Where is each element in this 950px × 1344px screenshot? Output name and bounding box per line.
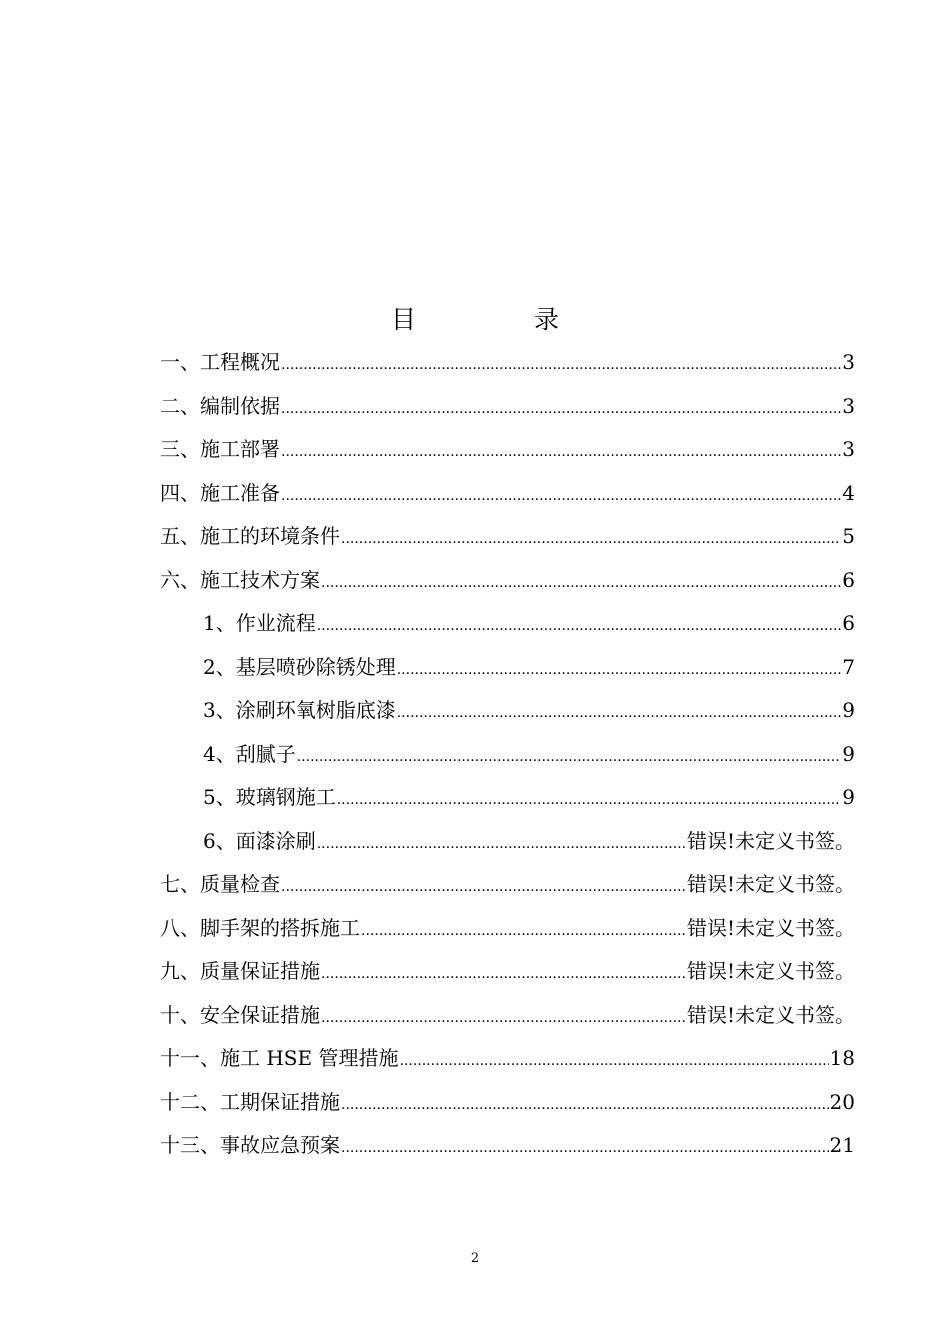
toc-entry-page: 5 [842, 524, 855, 548]
toc-entry[interactable] [160, 863, 855, 907]
toc-entry-page: 9 [842, 785, 855, 809]
toc-entry[interactable] [160, 559, 855, 603]
toc-entry-page: 20 [829, 1089, 855, 1114]
toc-entry[interactable] [160, 428, 855, 472]
toc-dot-leader [281, 866, 686, 910]
toc-entry[interactable] [160, 907, 855, 951]
toc-title-left: 目 [390, 305, 416, 334]
toc-entry-label: 十、安全保证措施 [160, 1002, 320, 1027]
toc-dot-leader [281, 388, 841, 432]
toc-entry[interactable] [160, 820, 855, 864]
toc-entry[interactable] [160, 341, 855, 385]
toc-dot-leader [321, 562, 841, 606]
toc-entry-label: 五、施工的环境条件 [160, 524, 340, 548]
toc-dot-leader [341, 1127, 829, 1171]
toc-dot-leader [317, 605, 842, 649]
toc-dot-leader [399, 1040, 828, 1084]
toc-entry-page: 6 [842, 567, 855, 592]
toc-entry-label: 六、施工技术方案 [160, 567, 320, 592]
toc-entry-page: 3 [842, 393, 855, 418]
toc-entry-page: 7 [842, 654, 855, 679]
toc-entry[interactable] [160, 1081, 855, 1125]
toc-entry-page: 3 [842, 437, 855, 461]
toc-entry-label: 八、脚手架的搭拆施工 [160, 915, 360, 940]
toc-dot-leader [361, 910, 686, 954]
toc-title-right: 录 [534, 305, 560, 334]
toc-entry[interactable] [160, 733, 855, 777]
toc-entry-page: 错误!未定义书签。 [686, 872, 855, 896]
toc-dot-leader [397, 649, 842, 693]
toc-entry-label: 6、面漆涂刷 [203, 828, 316, 853]
toc-entry[interactable] [160, 1124, 855, 1168]
toc-entry[interactable] [160, 689, 855, 733]
toc-entry-label: 三、施工部署 [160, 437, 280, 461]
toc-entry[interactable] [160, 646, 855, 690]
toc-entry-label: 二、编制依据 [160, 393, 280, 418]
toc-entry[interactable] [160, 994, 855, 1038]
toc-entry[interactable] [160, 776, 855, 820]
toc-entry-page: 9 [842, 698, 855, 722]
toc-entry-page: 6 [842, 611, 855, 635]
toc-entry[interactable] [160, 602, 855, 646]
toc-entry-label: 十二、工期保证措施 [160, 1089, 340, 1114]
toc-entry[interactable] [160, 950, 855, 994]
toc-entry[interactable] [160, 515, 855, 559]
toc-entry-page: 21 [829, 1133, 855, 1157]
toc-entry-label: 四、施工准备 [160, 480, 280, 505]
toc-entry-page: 错误!未定义书签。 [686, 1002, 855, 1027]
toc-entry-label: 4、刮腻子 [203, 741, 296, 766]
toc-entry-label: 十三、事故应急预案 [160, 1133, 340, 1157]
toc-entry[interactable] [160, 472, 855, 516]
toc-entry-label: 十一、施工 HSE 管理措施 [160, 1046, 399, 1070]
toc-entry[interactable] [160, 385, 855, 429]
toc-entry-page: 3 [842, 350, 855, 374]
toc-dot-leader [341, 1084, 829, 1128]
toc-dot-leader [321, 953, 686, 997]
toc-entry-page: 错误!未定义书签。 [686, 915, 855, 940]
toc-entry[interactable] [160, 1037, 855, 1081]
toc-dot-leader [321, 997, 686, 1041]
toc-dot-leader [281, 344, 841, 388]
toc-entry-label: 1、作业流程 [203, 611, 316, 635]
toc-entry-label: 九、质量保证措施 [160, 959, 320, 983]
toc-entry-label: 一、工程概况 [160, 350, 280, 374]
toc-dot-leader [281, 431, 841, 475]
toc-entry-page: 错误!未定义书签。 [686, 959, 855, 983]
toc-dot-leader [341, 518, 841, 562]
toc-title [0, 302, 950, 338]
toc-entry-page: 9 [842, 741, 855, 766]
toc-dot-leader [397, 692, 842, 736]
toc-entry-page: 错误!未定义书签。 [686, 828, 855, 853]
toc-dot-leader [337, 779, 842, 823]
toc-entry-label: 七、质量检查 [160, 872, 280, 896]
toc-entry-page: 4 [842, 480, 855, 505]
toc-dot-leader [297, 736, 842, 780]
toc-entry-label: 2、基层喷砂除锈处理 [203, 654, 396, 679]
page-number: 2 [470, 1251, 480, 1266]
toc-entry-label: 3、涂刷环氧树脂底漆 [203, 698, 396, 722]
toc-dot-leader [281, 475, 841, 519]
toc-dot-leader [317, 823, 686, 867]
toc-entry-page: 18 [829, 1046, 855, 1070]
toc-entry-label: 5、玻璃钢施工 [203, 785, 336, 809]
table-of-contents [160, 341, 855, 1168]
